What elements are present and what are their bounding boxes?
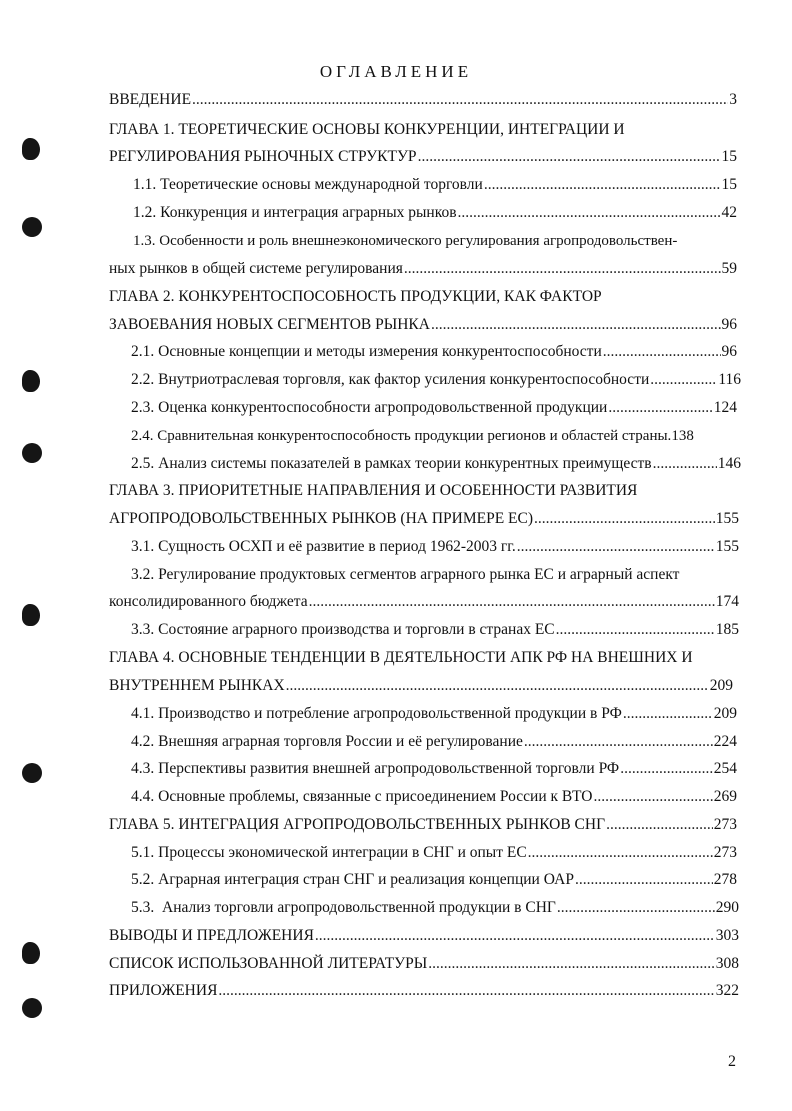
toc-entry-appendices (109, 980, 739, 1002)
toc-entry-page: 278 (713, 871, 737, 888)
toc-chapter-1 (109, 146, 737, 168)
toc-entry-page: 116 (718, 371, 741, 388)
toc-entry-text: консолидированного бюджета (109, 593, 308, 610)
toc-entry-page: 174 (715, 593, 739, 610)
leader-dots (524, 731, 713, 753)
leader-dots (517, 536, 715, 558)
toc-entry-text: 3.1. Сущность ОСХП и её развитие в период 1962-2003 гг. (131, 538, 516, 555)
toc-entry-page: 15 (721, 148, 737, 165)
toc-entry-page: 322 (715, 982, 739, 999)
punch-hole-mark (22, 604, 40, 626)
leader-dots (286, 675, 709, 697)
toc-entry-page: 303 (715, 927, 739, 944)
toc-entry-text: 2.3. Оценка конкурентоспособности агропродовольственной продукции (131, 399, 608, 416)
toc-section-3-3 (131, 619, 739, 641)
toc-entry-page: 138 (671, 428, 694, 444)
leader-dots (556, 619, 715, 641)
toc-entry-text: ПРИЛОЖЕНИЯ (109, 982, 218, 999)
toc-section-5-2 (131, 869, 737, 891)
toc-section-5-1 (131, 842, 737, 864)
toc-entry-references (109, 953, 739, 975)
toc-entry-text: 5.1. Процессы экономической интеграции в СНГ и опыт ЕС (131, 844, 527, 861)
leader-dots (484, 174, 721, 196)
toc-entry-page: 42 (721, 204, 737, 221)
toc-section-4-2 (131, 731, 737, 753)
toc-entry-text: 4.1. Производство и потребление агропродовольственной продукции в РФ (131, 705, 622, 722)
page-number: 2 (728, 1053, 736, 1070)
leader-dots (653, 453, 717, 475)
toc-section-4-3 (131, 758, 737, 780)
toc-entry-text: 4.4. Основные проблемы, связанные с присоединением России к ВТО (131, 788, 593, 805)
toc-entry-page: 155 (715, 538, 739, 555)
toc-entry-text: 5.2. Аграрная интеграция стран СНГ и реализация концепции ОАР (131, 871, 574, 888)
toc-chapter-4 (109, 675, 733, 697)
leader-dots (623, 703, 713, 725)
leader-dots (575, 869, 713, 891)
leader-dots (593, 786, 712, 808)
toc-entry-text: ВНУТРЕННЕМ РЫНКАХ (109, 677, 285, 694)
toc-entry-page: 15 (721, 176, 737, 193)
toc-entry-page: 124 (713, 399, 737, 416)
toc-entry-text: 1.1. Теоретические основы международной торговли (133, 176, 483, 193)
leader-dots (650, 369, 717, 391)
toc-entry-page: 308 (715, 955, 739, 972)
punch-hole (22, 998, 42, 1018)
toc-chapter-2 (109, 314, 737, 336)
punch-hole (22, 763, 42, 783)
toc-chapter-2-line1: ГЛАВА 2. КОНКУРЕНТОСПОСОБНОСТЬ ПРОДУКЦИИ, КАК ФАКТОР (109, 288, 602, 305)
toc-chapter-4-line1: ГЛАВА 4. ОСНОВНЫЕ ТЕНДЕНЦИИ В ДЕЯТЕЛЬНОСТИ АПК РФ НА ВНЕШНИХ И (109, 649, 693, 666)
toc-entry-page: 254 (713, 760, 737, 777)
leader-dots (557, 897, 715, 919)
toc-entry-page: 209 (709, 677, 733, 694)
toc-section-3-2 (109, 591, 739, 613)
toc-entry-text: ных рынков в общей системе регулирования (109, 260, 403, 277)
toc-entry-text: 4.2. Внешняя аграрная торговля России и её регулирование (131, 733, 523, 750)
toc-section-2-2 (131, 369, 741, 391)
toc-section-2-4 (131, 425, 741, 447)
leader-dots (192, 89, 728, 111)
leader-dots (404, 258, 721, 280)
toc-section-3-2-line1: 3.2. Регулирование продуктовых сегментов аграрного рынка ЕС и аграрный аспект (131, 566, 680, 583)
toc-entry-page: 59 (721, 260, 737, 277)
toc-section-2-1 (131, 341, 737, 363)
toc-entry-text: ВВЕДЕНИЕ (109, 91, 192, 108)
toc-section-1-3 (109, 258, 737, 280)
toc-chapter-5 (109, 814, 737, 836)
punch-hole-mark (22, 370, 40, 392)
toc-section-1-2 (133, 202, 737, 224)
toc-entry-page: 209 (713, 705, 737, 722)
toc-entry-page: 155 (715, 510, 739, 527)
toc-entry-page: 185 (715, 621, 739, 638)
leader-dots (218, 980, 714, 1002)
toc-entry-text: АГРОПРОДОВОЛЬСТВЕННЫХ РЫНКОВ (НА ПРИМЕРЕ ЕС) (109, 510, 534, 527)
leader-dots (603, 341, 721, 363)
toc-section-2-3 (131, 397, 737, 419)
toc-entry-text: 2.4. Сравнительная конкурентоспособность продукции регионов и областей страны. (131, 428, 672, 444)
leader-dots (620, 758, 713, 780)
leader-dots (458, 202, 721, 224)
toc-section-1-3-line1: 1.3. Особенности и роль внешнеэкономического регулирования агропродовольствен- (133, 233, 678, 249)
punch-hole (22, 443, 42, 463)
toc-entry-text: ГЛАВА 5. ИНТЕГРАЦИЯ АГРОПРОДОВОЛЬСТВЕННЫХ РЫНКОВ СНГ (109, 816, 606, 833)
toc-entry-page: 96 (721, 316, 737, 333)
toc-entry-text: ЗАВОЕВАНИЯ НОВЫХ СЕГМЕНТОВ РЫНКА (109, 316, 430, 333)
punch-hole-mark (22, 942, 40, 964)
punch-hole (22, 217, 42, 237)
toc-entry-text: 2.1. Основные концепции и методы измерения конкурентоспособности (131, 343, 602, 360)
toc-entry-page: 290 (715, 899, 739, 916)
toc-entry-page: 3 (729, 91, 737, 108)
toc-entry-text: 4.3. Перспективы развития внешней агропродовольственной торговли РФ (131, 760, 620, 777)
toc-section-2-5 (131, 453, 741, 475)
leader-dots (528, 842, 713, 864)
toc-entry-text: РЕГУЛИРОВАНИЯ РЫНОЧНЫХ СТРУКТУР (109, 148, 417, 165)
toc-entry-page: 146 (717, 455, 741, 472)
toc-chapter-3 (109, 508, 739, 530)
toc-entry-page: 269 (713, 788, 737, 805)
toc-entry-page: 273 (713, 816, 737, 833)
leader-dots (309, 591, 715, 613)
toc-entry-page: 224 (713, 733, 737, 750)
toc-entry-introduction (109, 89, 737, 111)
punch-hole-mark (22, 138, 40, 160)
leader-dots (606, 814, 713, 836)
toc-section-1-1 (133, 174, 737, 196)
toc-section-5-3 (131, 897, 739, 919)
leader-dots (431, 314, 721, 336)
toc-entry-page: 96 (721, 343, 737, 360)
toc-entry-text: 1.2. Конкуренция и интеграция аграрных рынков (133, 204, 457, 221)
leader-dots (418, 146, 721, 168)
toc-entry-text: 2.5. Анализ системы показателей в рамках теории конкурентных преимуществ (131, 455, 652, 472)
toc-section-3-1 (131, 536, 739, 558)
toc-entry-text: 3.3. Состояние аграрного производства и торговли в странах ЕС (131, 621, 555, 638)
toc-entry-text: 5.3. Анализ торговли агропродовольственной продукции в СНГ (131, 899, 556, 916)
toc-section-4-4 (131, 786, 737, 808)
toc-entry-page: 273 (713, 844, 737, 861)
leader-dots (428, 953, 714, 975)
leader-dots (315, 925, 715, 947)
toc-chapter-1-line1: ГЛАВА 1. ТЕОРЕТИЧЕСКИЕ ОСНОВЫ КОНКУРЕНЦИИ, ИНТЕГРАЦИИ И (109, 121, 625, 138)
toc-entry-text: ВЫВОДЫ И ПРЕДЛОЖЕНИЯ (109, 927, 314, 944)
toc-chapter-3-line1: ГЛАВА 3. ПРИОРИТЕТНЫЕ НАПРАВЛЕНИЯ И ОСОБЕННОСТИ РАЗВИТИЯ (109, 482, 638, 499)
leader-dots (608, 397, 712, 419)
leader-dots (534, 508, 715, 530)
toc-section-4-1 (131, 703, 737, 725)
toc-entry-text: 2.2. Внутриотраслевая торговля, как фактор усиления конкурентоспособности (131, 371, 650, 388)
page-title: ОГЛАВЛЕНИЕ (319, 62, 473, 81)
toc-entry-text: СПИСОК ИСПОЛЬЗОВАННОЙ ЛИТЕРАТУРЫ (109, 955, 428, 972)
toc-entry-conclusions (109, 925, 739, 947)
